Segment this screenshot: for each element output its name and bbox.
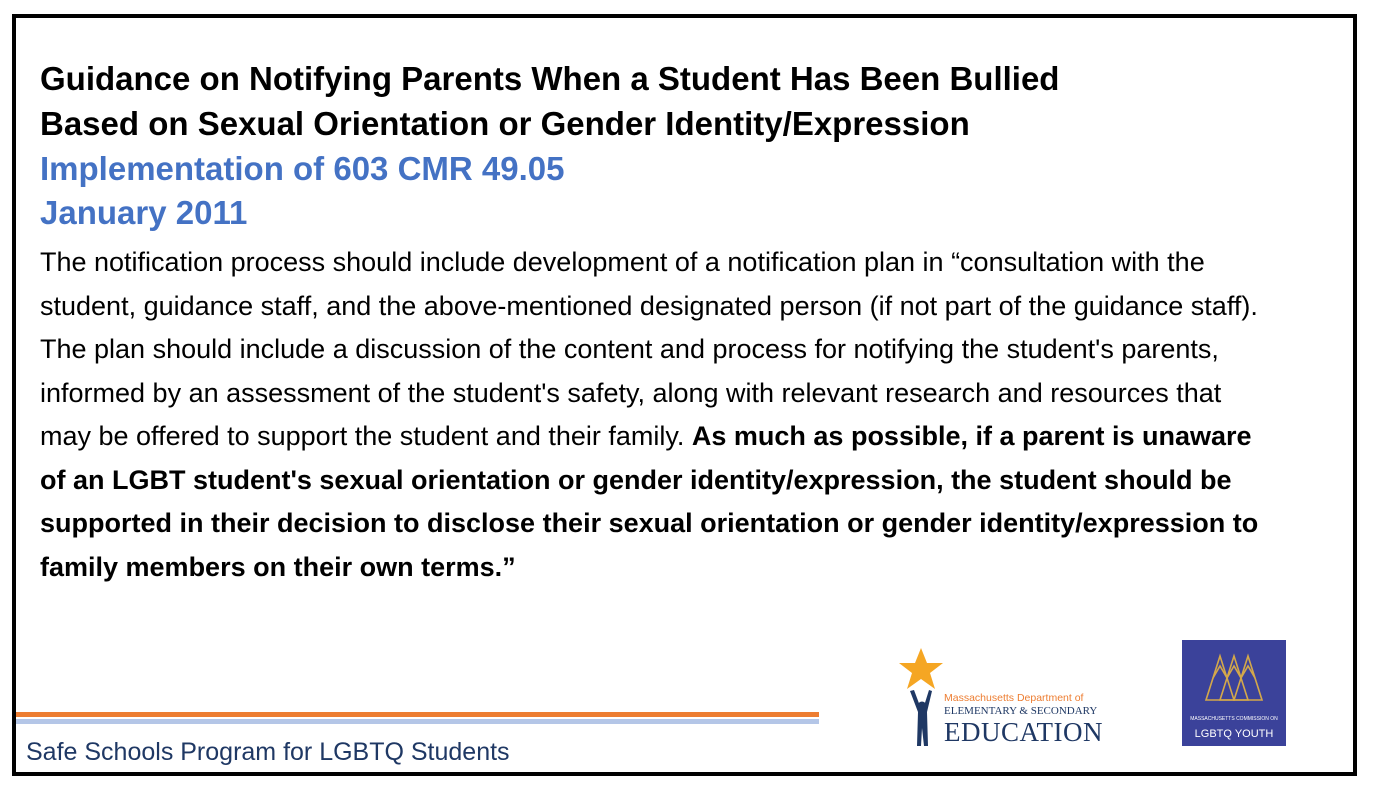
lgbtq-line-1: MASSACHUSETTS COMMISSION ON bbox=[1190, 716, 1278, 722]
subtitle-regulation: Implementation of 603 CMR 49.05 bbox=[40, 150, 565, 187]
slide bbox=[12, 14, 1357, 776]
subtitle-date: January 2011 bbox=[40, 194, 248, 231]
dese-line-1: Massachusetts Department of bbox=[944, 692, 1084, 704]
slide-title bbox=[40, 56, 1059, 146]
body-plain-text: The notification process should include development of a notification plan in “consultation with the student, guidance staff, and the above-mentioned designated person (if not part of the guidance staff). The plan should include a discussion of the content and process for notifying the student's parents, informed by an assessment of the student's safety, along with relevant research and resources that may be offered to support the student and their family. bbox=[40, 247, 1258, 451]
body-paragraph bbox=[40, 241, 1270, 589]
footer-text: Safe Schools Program for LGBTQ Students bbox=[26, 738, 510, 766]
lgbtq-line-2: LGBTQ YOUTH bbox=[1194, 728, 1274, 740]
dese-line-3: EDUCATION bbox=[944, 717, 1103, 747]
dese-logo-text bbox=[944, 692, 1103, 746]
title-line-2: Based on Sexual Orientation or Gender Identity/Expression bbox=[40, 105, 970, 142]
dese-line-2: ELEMENTARY & SECONDARY bbox=[944, 705, 1098, 717]
body-bold-text: As much as possible, if a parent is unaware of an LGBT student's sexual orientation or gender identity/expression, the student should be supported in their decision to disclose their sexual orientation or gender identity/expression to family members on their own terms.” bbox=[40, 421, 1259, 582]
footer-rule-blue bbox=[16, 719, 819, 724]
mountain-triangles-icon bbox=[1202, 650, 1266, 706]
footer-rule-orange bbox=[16, 712, 819, 717]
dese-logo bbox=[896, 646, 1106, 746]
title-line-1: Guidance on Notifying Parents When a Student Has Been Bullied bbox=[40, 60, 1060, 97]
lgbtq-commission-logo bbox=[1182, 640, 1286, 746]
